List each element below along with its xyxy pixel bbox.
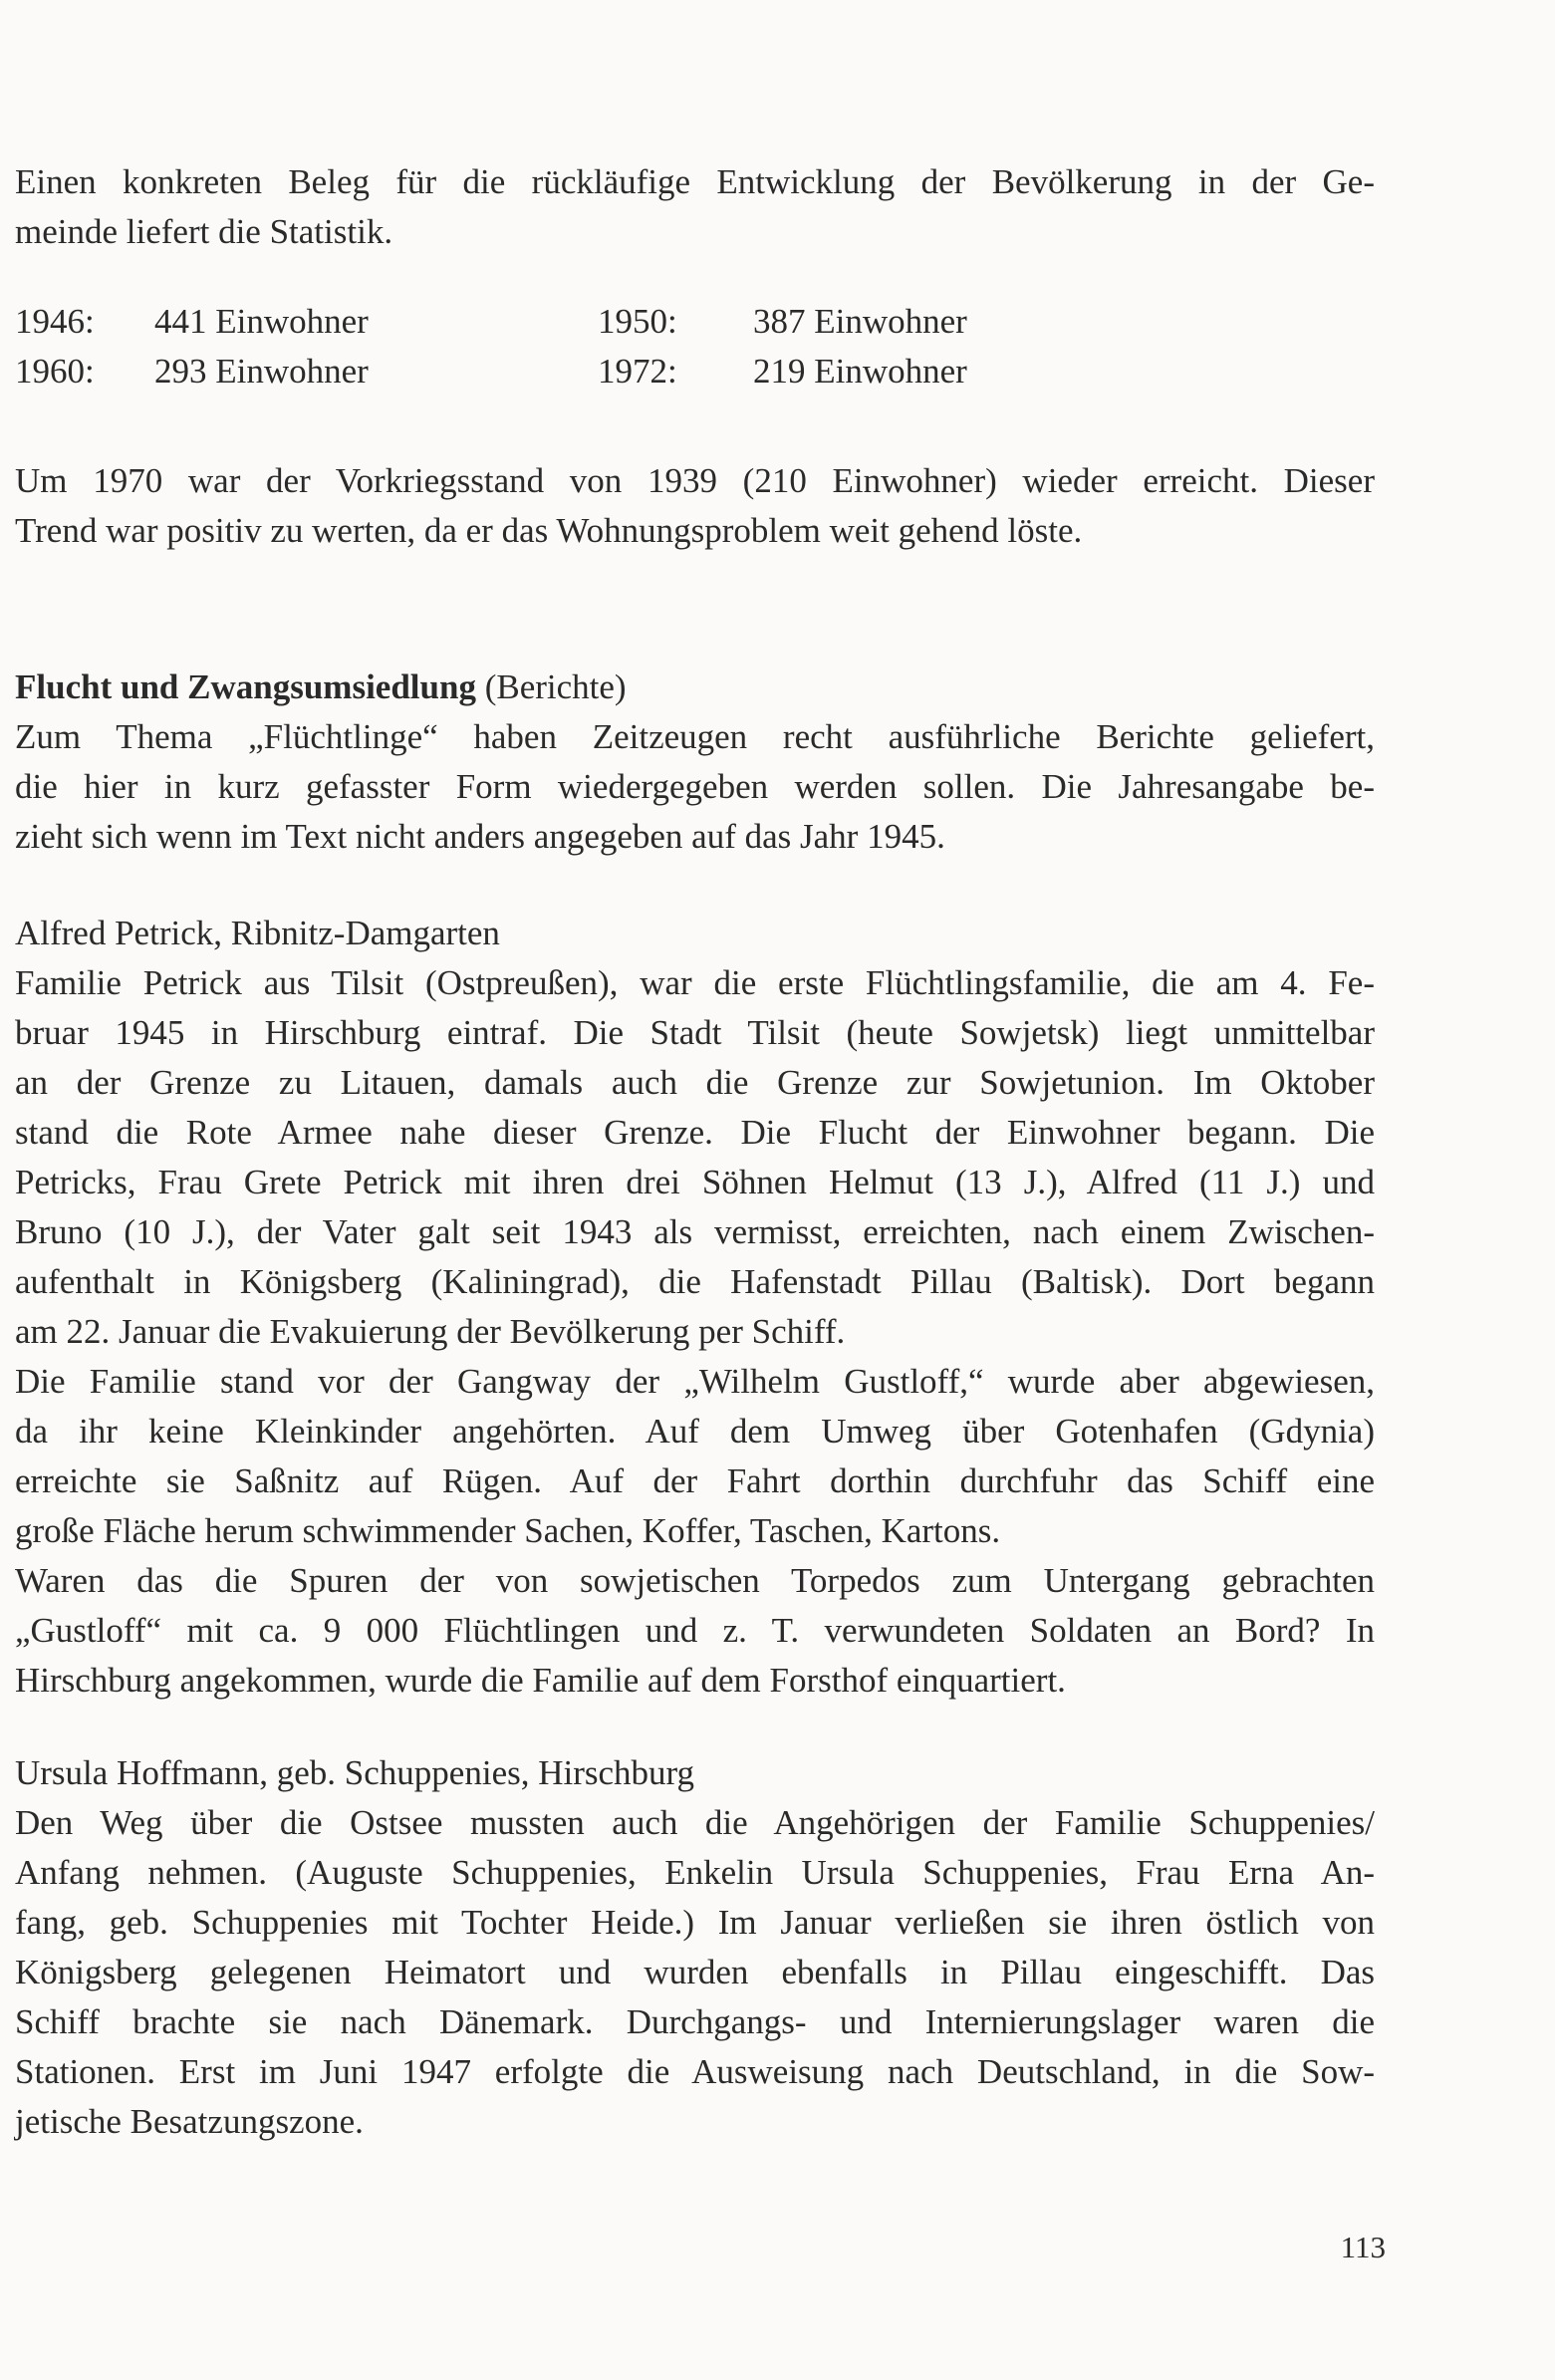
stat-year: 1972:	[598, 352, 677, 391]
stat-value: 293 Einwohner	[154, 352, 369, 391]
text-line: Stationen. Erst im Juni 1947 erfolgte die Ausweisung nach Deutschland, in die Sow-	[15, 2052, 1375, 2091]
text-line: zieht sich wenn im Text nicht anders angegeben auf das Jahr 1945.	[15, 817, 945, 856]
text-line: erreichte sie Saßnitz auf Rügen. Auf der Fahrt dorthin durchfuhr das Schiff eine	[15, 1461, 1375, 1500]
text-line: da ihr keine Kleinkinder angehörten. Auf dem Umweg über Gotenhafen (Gdynia)	[15, 1412, 1375, 1451]
stat-year: 1946:	[15, 302, 95, 341]
text-line: an der Grenze zu Litauen, damals auch die Grenze zur Sowjetunion. Im Oktober	[15, 1063, 1375, 1102]
stat-value: 387 Einwohner	[753, 302, 967, 341]
text-line: Königsberg gelegenen Heimatort und wurden ebenfalls in Pillau eingeschifft. Das	[15, 1953, 1375, 1991]
text-line: meinde liefert die Statistik.	[15, 212, 393, 251]
stat-row	[15, 297, 1111, 347]
text-line: Schiff brachte sie nach Dänemark. Durchgangs- und Internierungslager waren die	[15, 2002, 1375, 2041]
text-line: Waren das die Spuren der von sowjetischen Torpedos zum Untergang gebrachten	[15, 1561, 1375, 1600]
text-line: bruar 1945 in Hirschburg eintraf. Die Stadt Tilsit (heute Sowjetsk) liegt unmittelbar	[15, 1013, 1375, 1052]
report-hoffmann	[15, 1748, 1375, 2147]
section-intro	[15, 662, 1375, 862]
text-line: Bruno (10 J.), der Vater galt seit 1943 als vermisst, erreichten, nach einem Zwischen-	[15, 1212, 1375, 1251]
text-line: stand die Rote Armee nahe dieser Grenze. Die Flucht der Einwohner begann. Die	[15, 1113, 1375, 1152]
text-line: Die Familie stand vor der Gangway der „Wilhelm Gustloff,“ wurde aber abgewiesen,	[15, 1362, 1375, 1401]
text-line: Anfang nehmen. (Auguste Schuppenies, Enkelin Ursula Schuppenies, Frau Erna An-	[15, 1853, 1375, 1892]
text-line: am 22. Januar die Evakuierung der Bevölkerung per Schiff.	[15, 1312, 846, 1351]
stat-value: 219 Einwohner	[753, 352, 967, 391]
report-author: Ursula Hoffmann, geb. Schuppenies, Hirschburg	[15, 1753, 695, 1792]
report-petrick	[15, 909, 1375, 1706]
text-line: fang, geb. Schuppenies mit Tochter Heide.) Im Januar verließen sie ihren östlich von	[15, 1903, 1375, 1942]
text-line: Petricks, Frau Grete Petrick mit ihren drei Söhnen Helmut (13 J.), Alfred (11 J.) und	[15, 1163, 1375, 1201]
stat-row	[15, 347, 1111, 397]
text-line: „Gustloff“ mit ca. 9 000 Flüchtlingen und z. T. verwundeten Soldaten an Bord? In	[15, 1611, 1375, 1650]
text-line: Trend war positiv zu werten, da er das Wohnungsproblem weit gehend löste.	[15, 511, 1083, 550]
intro-paragraph	[15, 157, 1375, 257]
text-line: Hirschburg angekommen, wurde die Familie auf dem Forsthof einquartiert.	[15, 1661, 1066, 1700]
text-line: Um 1970 war der Vorkriegsstand von 1939 (210 Einwohner) wieder erreicht. Dieser	[15, 461, 1375, 500]
stat-year: 1950:	[598, 302, 677, 341]
section-heading-line	[15, 662, 1375, 712]
text-line: die hier in kurz gefasster Form wiedergegeben werden sollen. Die Jahresangabe be-	[15, 767, 1375, 806]
report-author: Alfred Petrick, Ribnitz-Damgarten	[15, 914, 500, 952]
text-line: große Fläche herum schwimmender Sachen, Koffer, Taschen, Kartons.	[15, 1511, 1001, 1550]
section-heading-suffix: (Berichte)	[475, 667, 627, 706]
text-line: aufenthalt in Königsberg (Kaliningrad), die Hafenstadt Pillau (Baltisk). Dort begann	[15, 1262, 1375, 1301]
section-heading: Flucht und Zwangsumsiedlung	[15, 667, 476, 706]
text-line: jetische Besatzungszone.	[15, 2102, 364, 2141]
text-line: Zum Thema „Flüchtlinge“ haben Zeitzeugen recht ausführliche Berichte geliefert,	[15, 717, 1375, 756]
population-statistics	[15, 297, 1111, 397]
text-line: Einen konkreten Beleg für die rückläufige Entwicklung der Bevölkerung in der Ge-	[15, 162, 1375, 201]
text-line: Familie Petrick aus Tilsit (Ostpreußen), war die erste Flüchtlingsfamilie, die am 4. Fe-	[15, 963, 1375, 1002]
stat-value: 441 Einwohner	[154, 302, 369, 341]
page-number: 113	[1340, 2230, 1386, 2264]
trend-paragraph	[15, 456, 1375, 556]
text-line: Den Weg über die Ostsee mussten auch die Angehörigen der Familie Schuppenies/	[15, 1803, 1375, 1842]
stat-year: 1960:	[15, 352, 95, 391]
